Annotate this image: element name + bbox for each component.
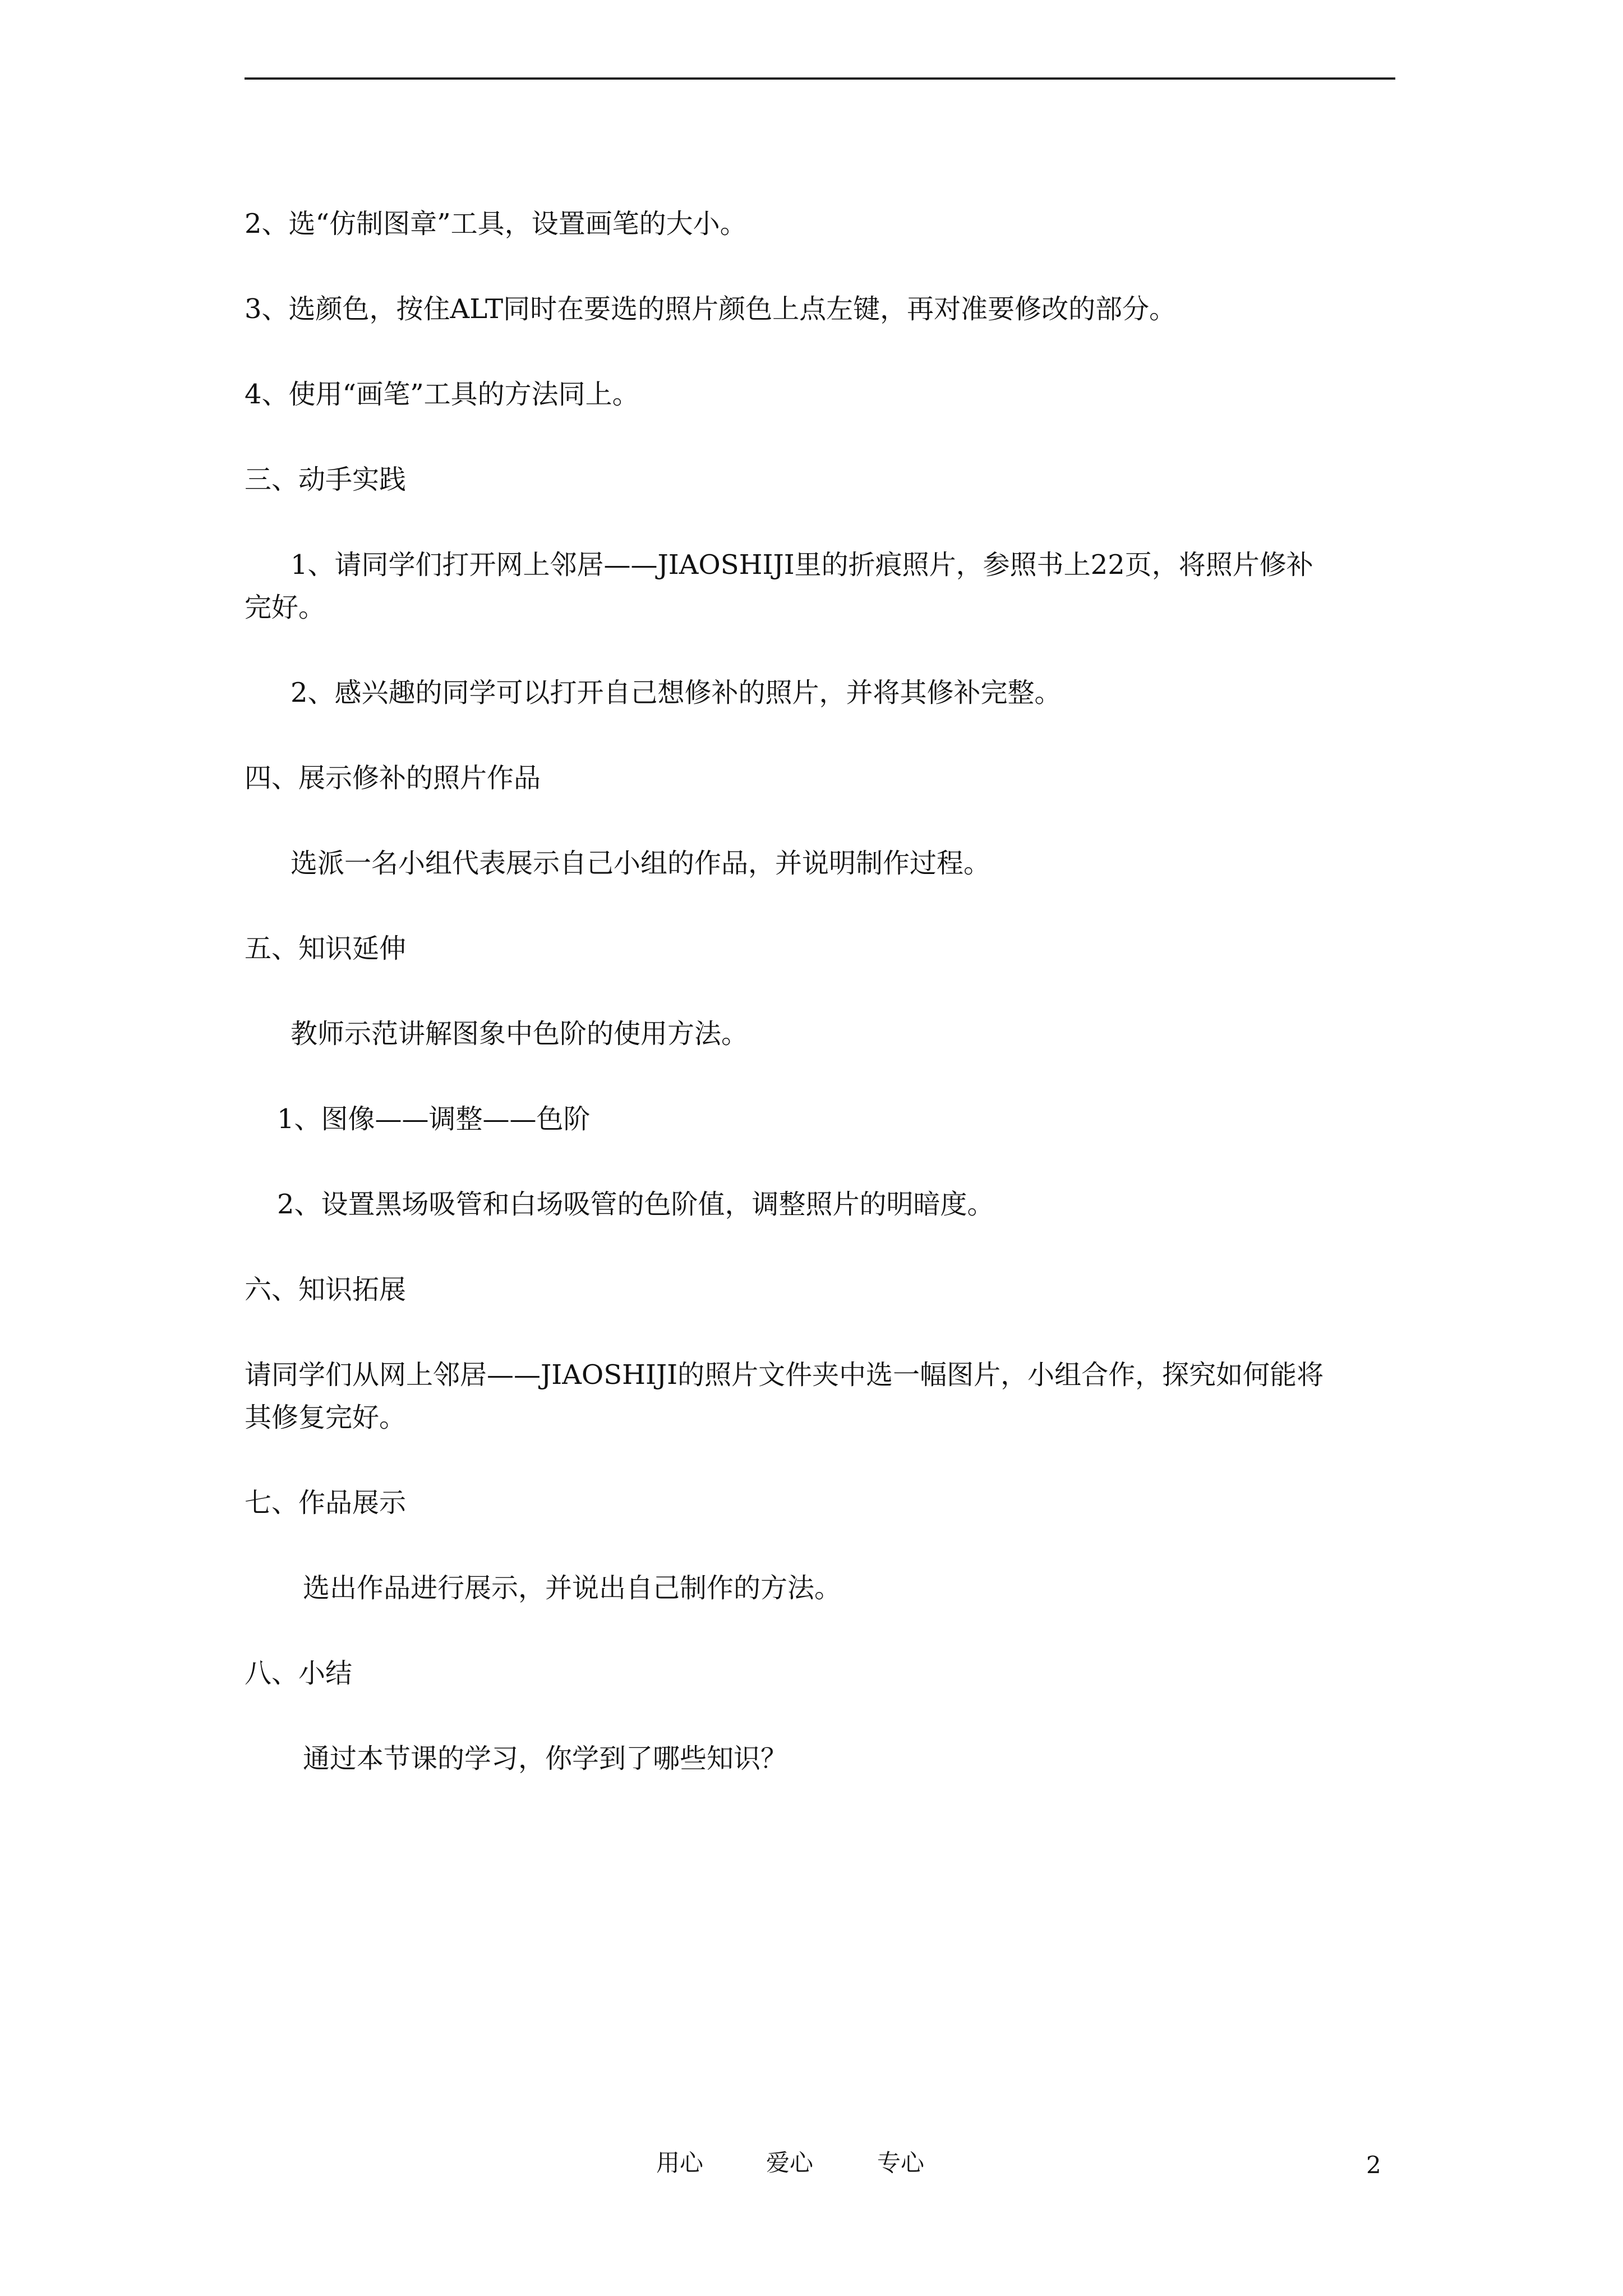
section-3-heading: 三、动手实践 (245, 464, 407, 495)
section-7-heading: 七、作品展示 (245, 1487, 407, 1519)
footer-motto-1: 用心 (656, 2149, 704, 2177)
practice-item-1: 1、请同学们打开网上邻居——JIAOSHIJI里的折痕照片，参照书上22页，将照片修补 (291, 549, 1313, 581)
step-3-select-color: 3、选颜色，按住ALT同时在要选的照片颜色上点左键，再对准要修改的部分。 (245, 293, 1177, 325)
levels-step-2: 2、设置黑场吸管和白场吸管的色阶值，调整照片的明暗度。 (277, 1189, 994, 1220)
levels-step-1: 1、图像——调整——色阶 (277, 1103, 591, 1135)
step-2-clone-stamp: 2、选“仿制图章”工具，设置画笔的大小。 (245, 208, 747, 240)
practice-item-1-continued: 完好。 (245, 592, 326, 623)
practice-item-2: 2、感兴趣的同学可以打开自己想修补的照片，并将其修补完整。 (291, 677, 1062, 708)
section-4-text: 选派一名小组代表展示自己小组的作品，并说明制作过程。 (291, 848, 991, 879)
section-6-text-continued: 其修复完好。 (245, 1402, 407, 1433)
step-4-brush-tool: 4、使用“画笔”工具的方法同上。 (245, 379, 639, 410)
section-4-heading: 四、展示修补的照片作品 (245, 762, 541, 794)
section-6-text: 请同学们从网上邻居——JIAOSHIJI的照片文件夹中选一幅图片，小组合作，探究如何能将 (245, 1359, 1324, 1391)
section-6-heading: 六、知识拓展 (245, 1274, 407, 1305)
header-rule (245, 77, 1395, 80)
section-5-intro: 教师示范讲解图象中色阶的使用方法。 (291, 1018, 749, 1050)
section-5-heading: 五、知识延伸 (245, 933, 407, 964)
section-8-heading: 八、小结 (245, 1658, 353, 1689)
footer-motto-2: 爱心 (766, 2149, 814, 2177)
footer-motto-3: 专心 (877, 2149, 925, 2177)
section-8-text: 通过本节课的学习，你学到了哪些知识？ (303, 1743, 788, 1774)
section-7-text: 选出作品进行展示，并说出自己制作的方法。 (303, 1572, 842, 1604)
page-number: 2 (1366, 2151, 1381, 2179)
